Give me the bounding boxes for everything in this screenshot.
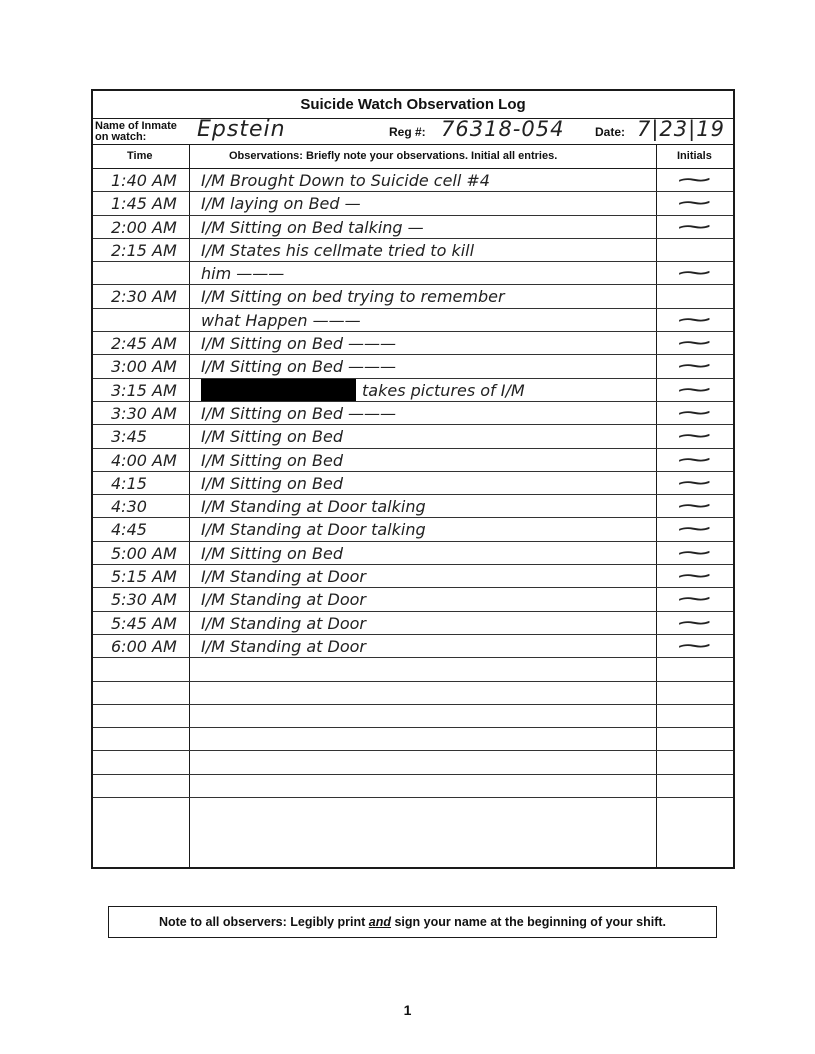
initials-signature: ~ [673,355,715,378]
initials-cell [667,705,727,727]
observation-text: I/M Sitting on Bed ——— [201,403,397,423]
table-row [93,658,733,681]
time-cell: 3:45 [111,427,147,447]
initials-cell [667,751,727,773]
time-cell: 2:30 AM [111,287,177,307]
initials-signature: ~ [673,425,715,448]
time-cell: 2:45 AM [111,334,177,354]
observation-cell [201,425,651,447]
table-row [93,518,733,541]
table-row [93,239,733,262]
table-row [93,705,733,728]
table-row [93,751,733,774]
observations-column-header: Observations: Briefly note your observations. Initial all entries. [229,150,558,162]
observation-text: I/M Sitting on Bed ——— [201,334,397,354]
time-cell [111,728,187,750]
initials-cell [667,216,727,238]
observation-text: I/M Standing at Door [201,590,366,610]
observation-text: I/M Standing at Door [201,567,366,587]
initials-signature: ~ [673,634,715,658]
observation-text: I/M Sitting on Bed ——— [201,357,397,377]
time-cell: 5:00 AM [111,543,177,563]
initials-cell [667,355,727,377]
initials-cell [667,239,727,261]
time-column-header: Time [127,150,153,162]
initials-cell [667,379,727,401]
note-emphasis: and [368,915,391,929]
time-cell: 3:15 AM [111,380,177,400]
time-cell: 5:45 AM [111,613,177,633]
log-entries [93,169,733,798]
observation-cell [201,216,651,238]
table-row [93,285,733,308]
time-cell [111,682,187,704]
observation-cell [201,285,651,307]
time-cell [111,658,187,680]
initials-cell [667,658,727,680]
observation-text: what Happen ——— [201,310,361,330]
table-row [93,449,733,472]
observation-text: I/M Standing at Door [201,613,366,633]
observation-cell [201,635,651,657]
time-cell: 1:45 AM [111,194,177,214]
initials-signature: ~ [673,401,715,425]
initials-signature: ~ [673,565,715,588]
observation-text: takes pictures of I/M [362,380,525,400]
initials-cell [667,425,727,447]
name-label-line1: Name of Inmate [95,120,177,132]
initials-cell [667,775,727,797]
inmate-name-value: Epstein [197,117,286,142]
initials-cell [667,728,727,750]
table-row [93,635,733,658]
observation-text: I/M Standing at Door talking [201,497,426,517]
observation-text: I/M Standing at Door [201,636,366,656]
time-cell: 3:00 AM [111,357,177,377]
observation-cell [201,472,651,494]
table-row [93,542,733,565]
observation-cell [201,658,651,680]
observation-text: I/M Standing at Door talking [201,520,426,540]
initials-signature: ~ [673,308,715,332]
time-cell: 5:15 AM [111,567,177,587]
date-label: Date: [595,125,626,139]
initials-cell [667,449,727,471]
observation-cell [201,192,651,214]
observation-text: I/M Sitting on Bed [201,450,343,470]
initials-signature: ~ [673,262,715,285]
table-row [93,355,733,378]
form-title: Suicide Watch Observation Log [93,91,733,119]
table-row [93,495,733,518]
observation-cell [201,728,651,750]
initials-cell [667,262,727,284]
observation-cell [201,705,651,727]
time-cell [111,262,187,284]
time-cell: 3:30 AM [111,403,177,423]
observation-cell [201,588,651,610]
page-number: 1 [403,1002,412,1018]
initials-cell [667,332,727,354]
table-row [93,775,733,798]
observation-cell [201,402,651,424]
initials-cell [667,682,727,704]
initials-signature: ~ [673,169,715,192]
initials-signature: ~ [673,541,715,565]
table-row [93,309,733,332]
table-row [93,612,733,635]
initials-signature: ~ [673,448,715,471]
time-cell: 2:00 AM [111,217,177,237]
table-row [93,192,733,215]
initials-column-header: Initials [677,150,712,162]
observation-cell [201,379,651,401]
observation-text: I/M Sitting on Bed [201,543,343,563]
table-row [93,332,733,355]
time-cell: 4:45 [111,520,147,540]
initials-cell [667,402,727,424]
observation-log-form [91,89,735,869]
name-label-line2: on watch: [95,131,147,143]
initials-cell [667,495,727,517]
observer-note [108,906,717,938]
initials-cell [667,588,727,610]
note-text-start: Note to all observers: Legibly print [158,915,369,929]
table-row [93,472,733,495]
time-cell [111,309,187,331]
initials-signature: ~ [673,332,715,355]
date-value: 7|23|19 [637,117,725,141]
time-cell: 1:40 AM [111,171,177,190]
table-row [93,682,733,705]
initials-cell [667,309,727,331]
observation-cell [201,355,651,377]
initials-signature: ~ [673,518,715,541]
initials-cell [667,635,727,657]
table-row [93,565,733,588]
initials-cell [667,472,727,494]
observation-cell [201,495,651,517]
initials-signature: ~ [673,495,715,518]
observation-text: I/M Sitting on Bed [201,427,343,447]
observation-cell [201,751,651,773]
time-cell: 4:15 [111,473,147,493]
reg-number-value: 76318-054 [441,117,565,141]
redaction-bar [201,379,356,401]
observation-cell [201,612,651,634]
time-cell: 6:00 AM [111,636,177,656]
table-row [93,216,733,239]
table-row [93,379,733,402]
initials-signature: ~ [673,378,715,401]
table-row [93,169,733,192]
initials-cell [667,285,727,307]
observation-text: I/M Brought Down to Suicide cell #4 [201,171,490,190]
observation-text: I/M laying on Bed — [201,194,361,214]
time-cell: 2:15 AM [111,240,177,260]
observation-cell [201,565,651,587]
time-cell: 4:30 [111,497,147,517]
observation-text: him ——— [201,264,285,284]
time-cell: 4:00 AM [111,450,177,470]
observation-cell [201,518,651,540]
observation-cell [201,449,651,471]
observation-text: I/M States his cellmate tried to kill [201,240,475,260]
initials-cell [667,518,727,540]
observation-cell [201,542,651,564]
initials-signature: ~ [673,471,715,495]
initials-cell [667,612,727,634]
time-cell [111,751,187,773]
table-row [93,425,733,448]
observation-cell [201,262,651,284]
observation-cell [201,775,651,797]
time-cell [111,705,187,727]
initials-cell [667,192,727,214]
initials-cell [667,565,727,587]
observation-text: I/M Sitting on Bed [201,473,343,493]
observation-cell [201,169,651,191]
observation-cell [201,332,651,354]
table-row [93,402,733,425]
observation-text: I/M Sitting on Bed talking — [201,217,424,237]
observation-cell [201,309,651,331]
initials-cell [667,542,727,564]
initials-signature: ~ [673,588,715,611]
initials-cell [667,169,727,191]
observation-cell [201,682,651,704]
inmate-info-row [93,119,733,145]
observation-text: I/M Sitting on bed trying to remember [201,287,505,307]
initials-signature: ~ [673,611,715,634]
table-row [93,728,733,751]
initials-signature: ~ [673,215,715,238]
table-row [93,262,733,285]
reg-label: Reg #: [389,125,426,139]
initials-signature: ~ [673,192,715,215]
note-text-end: sign your name at the beginning of your shift. [390,915,666,929]
time-cell [111,775,187,797]
table-row [93,588,733,611]
observation-cell [201,239,651,261]
time-cell: 5:30 AM [111,590,177,610]
